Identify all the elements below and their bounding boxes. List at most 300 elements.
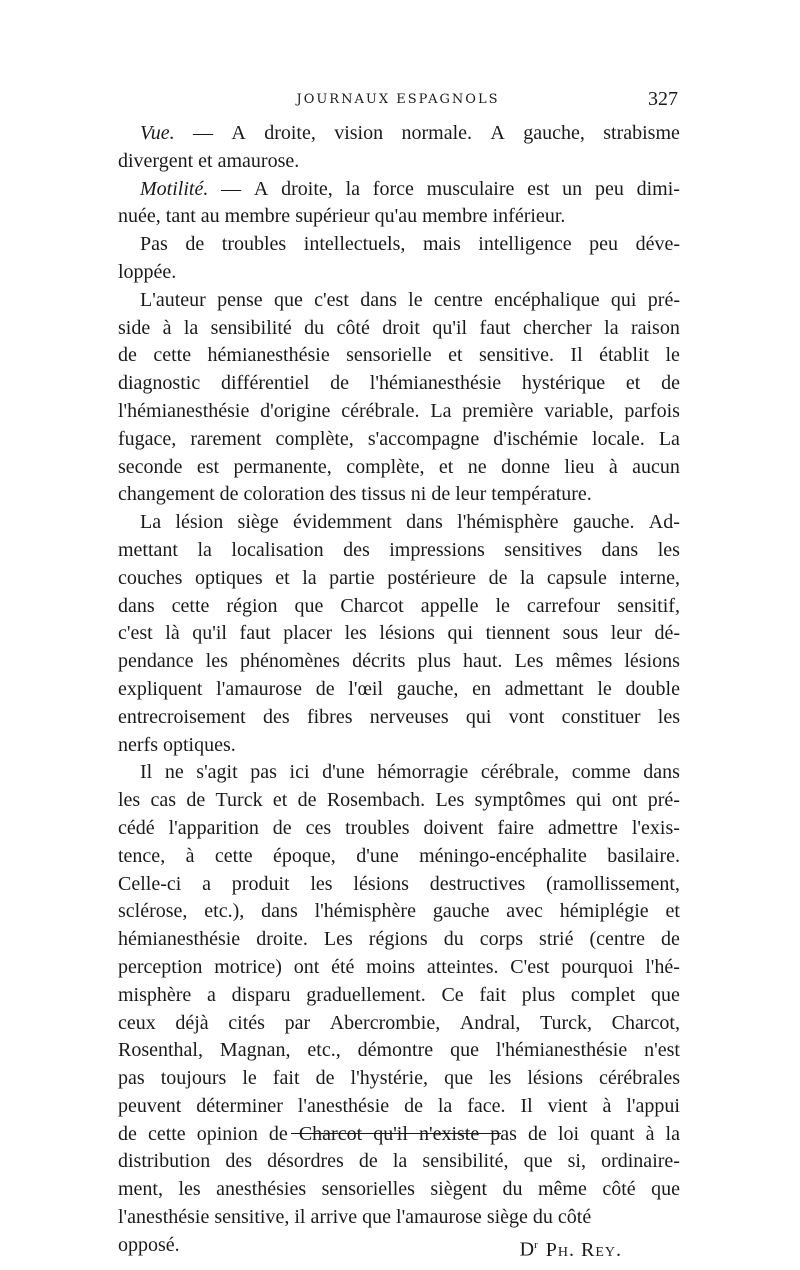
word: permanente, <box>233 455 332 478</box>
word: c'est <box>118 622 153 645</box>
word: côté <box>602 1178 636 1201</box>
word: l'hystérie, <box>350 1067 429 1090</box>
word: les <box>205 650 228 673</box>
word: du <box>502 1178 523 1201</box>
word: évidemment <box>292 511 392 534</box>
word: n'existe <box>418 1122 480 1145</box>
paragraph <box>118 509 680 759</box>
running-head: JOURNAUX ESPAGNOLS <box>296 92 500 107</box>
word: hystérique <box>521 372 606 395</box>
word: la <box>183 316 199 339</box>
text-line <box>118 231 680 259</box>
word: troubles <box>221 233 287 256</box>
word: même <box>537 1178 587 1201</box>
word: variable, <box>544 399 614 422</box>
word: à <box>608 455 618 478</box>
word: faut <box>479 316 511 339</box>
word: s'accompagne <box>367 427 480 450</box>
word: nerveuses <box>369 705 449 728</box>
word: d'une <box>322 761 365 784</box>
word: est <box>196 455 220 478</box>
word: la <box>392 1150 408 1173</box>
word: mais <box>422 233 461 256</box>
text-line <box>118 1065 680 1093</box>
word: intelligence <box>478 233 572 256</box>
word: localisation <box>231 538 324 561</box>
word: été <box>331 955 355 978</box>
word: il <box>294 1206 311 1229</box>
word: nuée, <box>118 205 166 228</box>
word: Turck, <box>540 1011 593 1034</box>
text-line <box>118 342 680 370</box>
word: que <box>362 1206 397 1229</box>
word: membre <box>224 205 296 228</box>
word: complet <box>570 983 636 1006</box>
text-line <box>118 1121 680 1149</box>
text-line <box>118 120 680 148</box>
word: sensitives <box>504 538 583 561</box>
word: Rosenthal, <box>118 1039 203 1062</box>
word: Les <box>514 650 544 673</box>
word: basilaire. <box>607 844 680 867</box>
word: qui <box>610 288 637 311</box>
text-line <box>118 287 680 315</box>
word: ment, <box>118 1178 163 1201</box>
word: différentiel <box>220 372 310 395</box>
word: les <box>657 705 680 728</box>
word: ne <box>164 761 184 784</box>
word: dans <box>261 900 298 923</box>
word: lésion <box>175 511 224 534</box>
word: motrice) <box>214 955 282 978</box>
word: de <box>118 1122 137 1145</box>
word: loi <box>557 1122 580 1145</box>
word: de <box>488 566 508 589</box>
text-line <box>118 509 680 537</box>
word: lésions <box>353 872 409 895</box>
word: lésions <box>624 650 680 673</box>
text-line <box>118 565 680 593</box>
word: centre <box>433 288 483 311</box>
word: fait <box>479 983 507 1006</box>
word: ne <box>467 455 487 478</box>
word: les <box>344 622 367 645</box>
text-line <box>118 871 680 899</box>
word: peuvent <box>118 1094 182 1117</box>
text-line <box>118 481 680 509</box>
word: l'amaurose <box>216 677 302 700</box>
word: qu'il <box>373 1122 408 1145</box>
word: sensitive. <box>478 344 554 367</box>
word: désordres <box>267 1150 344 1173</box>
word: dé- <box>654 622 680 645</box>
word: leur <box>455 483 492 506</box>
word: symptômes <box>474 789 566 812</box>
word: Il <box>570 344 583 367</box>
word: qui <box>576 789 602 812</box>
text-line <box>118 954 680 982</box>
word: ceux <box>118 1011 156 1034</box>
word: pré- <box>647 789 680 812</box>
word: les <box>118 789 141 812</box>
word: postérieure <box>387 566 477 589</box>
word: un <box>562 177 583 200</box>
word: l'exis- <box>631 816 680 839</box>
word: changement <box>118 483 220 506</box>
word: pas <box>250 761 277 784</box>
word: locale. <box>592 427 645 450</box>
word: l'anesthésie <box>118 1206 215 1229</box>
page-number: 327 <box>648 88 678 110</box>
article-body <box>118 120 680 1260</box>
word: haut. <box>463 650 503 673</box>
word: fibres <box>306 705 353 728</box>
word: aucun <box>632 455 680 478</box>
word: etc.), <box>204 900 245 923</box>
word: de <box>528 1122 547 1145</box>
word: l'hémianesthésie <box>118 399 250 422</box>
text-line <box>118 843 680 871</box>
word: démontre <box>357 1039 434 1062</box>
word: le <box>408 288 423 311</box>
word: de <box>315 1067 335 1090</box>
word: expliquent <box>118 677 203 700</box>
word: tiennent <box>485 622 551 645</box>
word: avec <box>506 900 543 923</box>
word: la <box>604 316 619 339</box>
word: de <box>272 816 292 839</box>
word: que <box>651 983 680 1006</box>
text-line <box>118 1148 680 1176</box>
word: Charcot <box>298 1122 363 1145</box>
text-line <box>118 426 680 454</box>
word: carrefour <box>526 594 601 617</box>
word: l'hémisphère <box>314 900 416 923</box>
word: de <box>297 789 317 812</box>
word: musculaire <box>426 177 515 200</box>
word: à <box>602 1094 612 1117</box>
word: que <box>444 1067 473 1090</box>
word: moins <box>366 955 416 978</box>
word: droite, <box>281 177 333 200</box>
word: divergent <box>118 149 199 172</box>
signature-line <box>118 1232 680 1260</box>
word: des <box>343 538 370 561</box>
word: dans <box>360 288 397 311</box>
paragraph <box>118 176 680 232</box>
word: s'agit <box>196 761 238 784</box>
word: side <box>118 316 151 339</box>
word: phénomènes <box>239 650 340 673</box>
word: faut <box>239 622 271 645</box>
word: cas <box>150 789 177 812</box>
word: que <box>523 1150 553 1173</box>
word: méningo-encéphalite <box>419 844 587 867</box>
word: c'est <box>314 288 349 311</box>
word: si, <box>567 1150 586 1173</box>
word: — <box>192 122 213 144</box>
text-line <box>118 454 680 482</box>
word: hémianesthésie <box>207 344 330 367</box>
author-signature <box>520 1232 622 1260</box>
word: faire <box>497 816 535 839</box>
word: époque, <box>273 844 336 867</box>
word: l'hé- <box>645 955 680 978</box>
word: Charcot <box>340 594 404 617</box>
word: siège <box>486 1206 533 1229</box>
word: admettre <box>547 816 618 839</box>
word: plus <box>417 650 451 673</box>
signature-superscript: r <box>534 1238 538 1251</box>
text-line <box>118 759 680 787</box>
text-line <box>118 704 680 732</box>
word: dans <box>118 594 155 617</box>
paragraph <box>118 120 680 176</box>
word: droite, <box>264 122 316 144</box>
word: placer <box>283 622 333 645</box>
word: que <box>450 1039 479 1062</box>
text-line <box>118 926 680 954</box>
word: la <box>519 566 535 589</box>
text-line <box>118 1037 680 1065</box>
word: de <box>118 344 137 367</box>
word: comme <box>571 761 631 784</box>
word: hémiplégie <box>559 900 649 923</box>
text-line <box>118 203 680 231</box>
word: sensibilité, <box>422 1150 509 1173</box>
text-line <box>118 815 680 843</box>
word: A <box>490 122 505 144</box>
word: à <box>185 844 195 867</box>
word: Pas <box>140 233 168 256</box>
word: cités <box>228 1011 265 1034</box>
word: ces <box>305 816 332 839</box>
word: cédé <box>118 816 155 839</box>
word: diagnostic <box>118 372 201 395</box>
word: loppée. <box>118 260 177 283</box>
word: déjà <box>175 1011 209 1034</box>
word: du <box>443 928 464 951</box>
text-line <box>118 1093 680 1121</box>
word: de <box>661 928 680 951</box>
word: peu <box>589 233 619 256</box>
text-line <box>118 593 680 621</box>
word: décrits <box>352 650 406 673</box>
word: de <box>186 789 206 812</box>
word: lésions <box>527 1067 583 1090</box>
word: déve- <box>635 233 680 256</box>
text-line <box>118 315 680 343</box>
word: mêmes <box>555 650 613 673</box>
word: Magnan, <box>219 1039 291 1062</box>
word: pré- <box>647 288 680 311</box>
word: sensibilité <box>210 316 292 339</box>
word: La <box>430 399 452 422</box>
word: des <box>225 1150 253 1173</box>
text-line <box>118 259 680 287</box>
word: le <box>495 594 510 617</box>
paragraph <box>118 231 680 287</box>
text-line <box>118 1176 680 1204</box>
word: quant <box>590 1122 635 1145</box>
word: dans <box>643 761 680 784</box>
word: pense <box>217 288 263 311</box>
word: membre <box>422 205 493 228</box>
word: côté <box>336 316 370 339</box>
word: cérébrale. <box>341 399 420 422</box>
word: Vue. <box>140 122 175 144</box>
word: opinion <box>196 1122 258 1145</box>
word: de <box>358 1150 378 1173</box>
word: cette <box>171 594 210 617</box>
word: cérébrales <box>598 1067 680 1090</box>
word: entrecroisement <box>118 705 246 728</box>
word: des <box>329 483 362 506</box>
closing-word: opposé. <box>118 1233 180 1256</box>
word: du <box>304 316 325 339</box>
word: La <box>140 511 162 534</box>
word: (ramollissement, <box>546 872 680 895</box>
word: admettant <box>504 677 584 700</box>
word: tissus <box>361 483 411 506</box>
text-line <box>118 648 680 676</box>
word: la <box>302 566 317 589</box>
word: les <box>489 1067 512 1090</box>
word: dans <box>406 511 443 534</box>
word: de <box>315 677 335 700</box>
word: l'hémianesthésie <box>495 1039 628 1062</box>
word: des <box>263 705 290 728</box>
word: de <box>330 372 350 395</box>
word: le <box>242 1067 257 1090</box>
word: le <box>665 344 680 367</box>
word: droit <box>382 316 420 339</box>
word: pas <box>490 1122 517 1145</box>
word: Les <box>323 928 353 951</box>
word: là <box>165 622 180 645</box>
word: sensorielle <box>346 344 432 367</box>
word: troubles <box>345 816 410 839</box>
word: et <box>438 455 454 478</box>
text-line <box>118 176 680 204</box>
word: gauche. <box>572 511 635 534</box>
word: appelle <box>420 594 479 617</box>
word: ici <box>289 761 310 784</box>
word: impressions <box>389 538 485 561</box>
word: cérébrale, <box>480 761 560 784</box>
signature-name: Ph. Rey. <box>545 1238 622 1261</box>
word: dimi- <box>636 177 680 200</box>
word: qu'au <box>374 205 423 228</box>
word: la <box>345 177 360 200</box>
word: constituer <box>561 705 641 728</box>
word: coloration <box>243 483 330 506</box>
word: en <box>472 677 492 700</box>
word: et <box>275 566 290 589</box>
word: fait <box>272 1067 300 1090</box>
word: pourquoi <box>561 955 634 978</box>
text-line <box>118 148 680 176</box>
word: A <box>231 122 246 144</box>
page-header <box>118 88 678 114</box>
word: produit <box>231 872 290 895</box>
signature-prefix: D <box>519 1238 535 1261</box>
text-line <box>118 398 680 426</box>
word: vision <box>334 122 384 144</box>
word: de <box>185 233 205 256</box>
word: gauche <box>432 900 490 923</box>
word: La <box>658 427 680 450</box>
word: cette <box>147 1122 186 1145</box>
word: de <box>404 1094 423 1117</box>
word: face. <box>467 1094 506 1117</box>
word: lésions <box>379 622 435 645</box>
word: pendance <box>118 650 194 673</box>
word: plus <box>521 983 556 1006</box>
word: hémianesthésie <box>118 928 241 951</box>
word: d'une <box>356 844 399 867</box>
word: de <box>219 483 244 506</box>
word: l'appui <box>626 1094 680 1117</box>
word: pas <box>118 1067 145 1090</box>
word: la <box>437 1094 453 1117</box>
word: normale. <box>401 122 473 144</box>
word: a <box>202 872 211 895</box>
word: cette <box>214 844 253 867</box>
word: à <box>162 316 172 339</box>
word: distribution <box>118 1150 211 1173</box>
word: ont <box>611 789 638 812</box>
word: les <box>657 538 680 561</box>
word: toujours <box>160 1067 227 1090</box>
word: d'origine <box>260 399 331 422</box>
closing-rule <box>291 1133 501 1134</box>
word: L'auteur <box>140 288 206 311</box>
word: de <box>431 483 456 506</box>
word: perception <box>118 955 203 978</box>
text-line <box>118 537 680 565</box>
word: Celle-ci <box>118 872 182 895</box>
word: optiques. <box>162 733 236 756</box>
word: qui <box>447 622 474 645</box>
word: mettant <box>118 538 178 561</box>
word: — <box>221 177 242 200</box>
word: Il <box>520 1094 533 1117</box>
word: peu <box>594 177 624 200</box>
word: supérieur <box>295 205 375 228</box>
word: Il <box>140 761 153 784</box>
word: Ad- <box>648 511 680 534</box>
word: Ce <box>441 983 464 1006</box>
word: hémorragie <box>377 761 469 784</box>
word: force <box>372 177 414 200</box>
word: sensitive, <box>214 1206 295 1229</box>
word: déterminer <box>196 1094 283 1117</box>
word: qui <box>465 705 492 728</box>
word: droite. <box>256 928 308 951</box>
word: établit <box>599 344 650 367</box>
word: vont <box>508 705 545 728</box>
word: atteintes. <box>426 955 499 978</box>
word: chercher <box>522 316 592 339</box>
word: que <box>294 594 324 617</box>
word: sous <box>562 622 599 645</box>
text-line <box>118 370 680 398</box>
word: vient <box>547 1094 588 1117</box>
word: siège <box>237 511 279 534</box>
word: sensorielles <box>321 1178 415 1201</box>
word: que <box>651 1178 680 1201</box>
